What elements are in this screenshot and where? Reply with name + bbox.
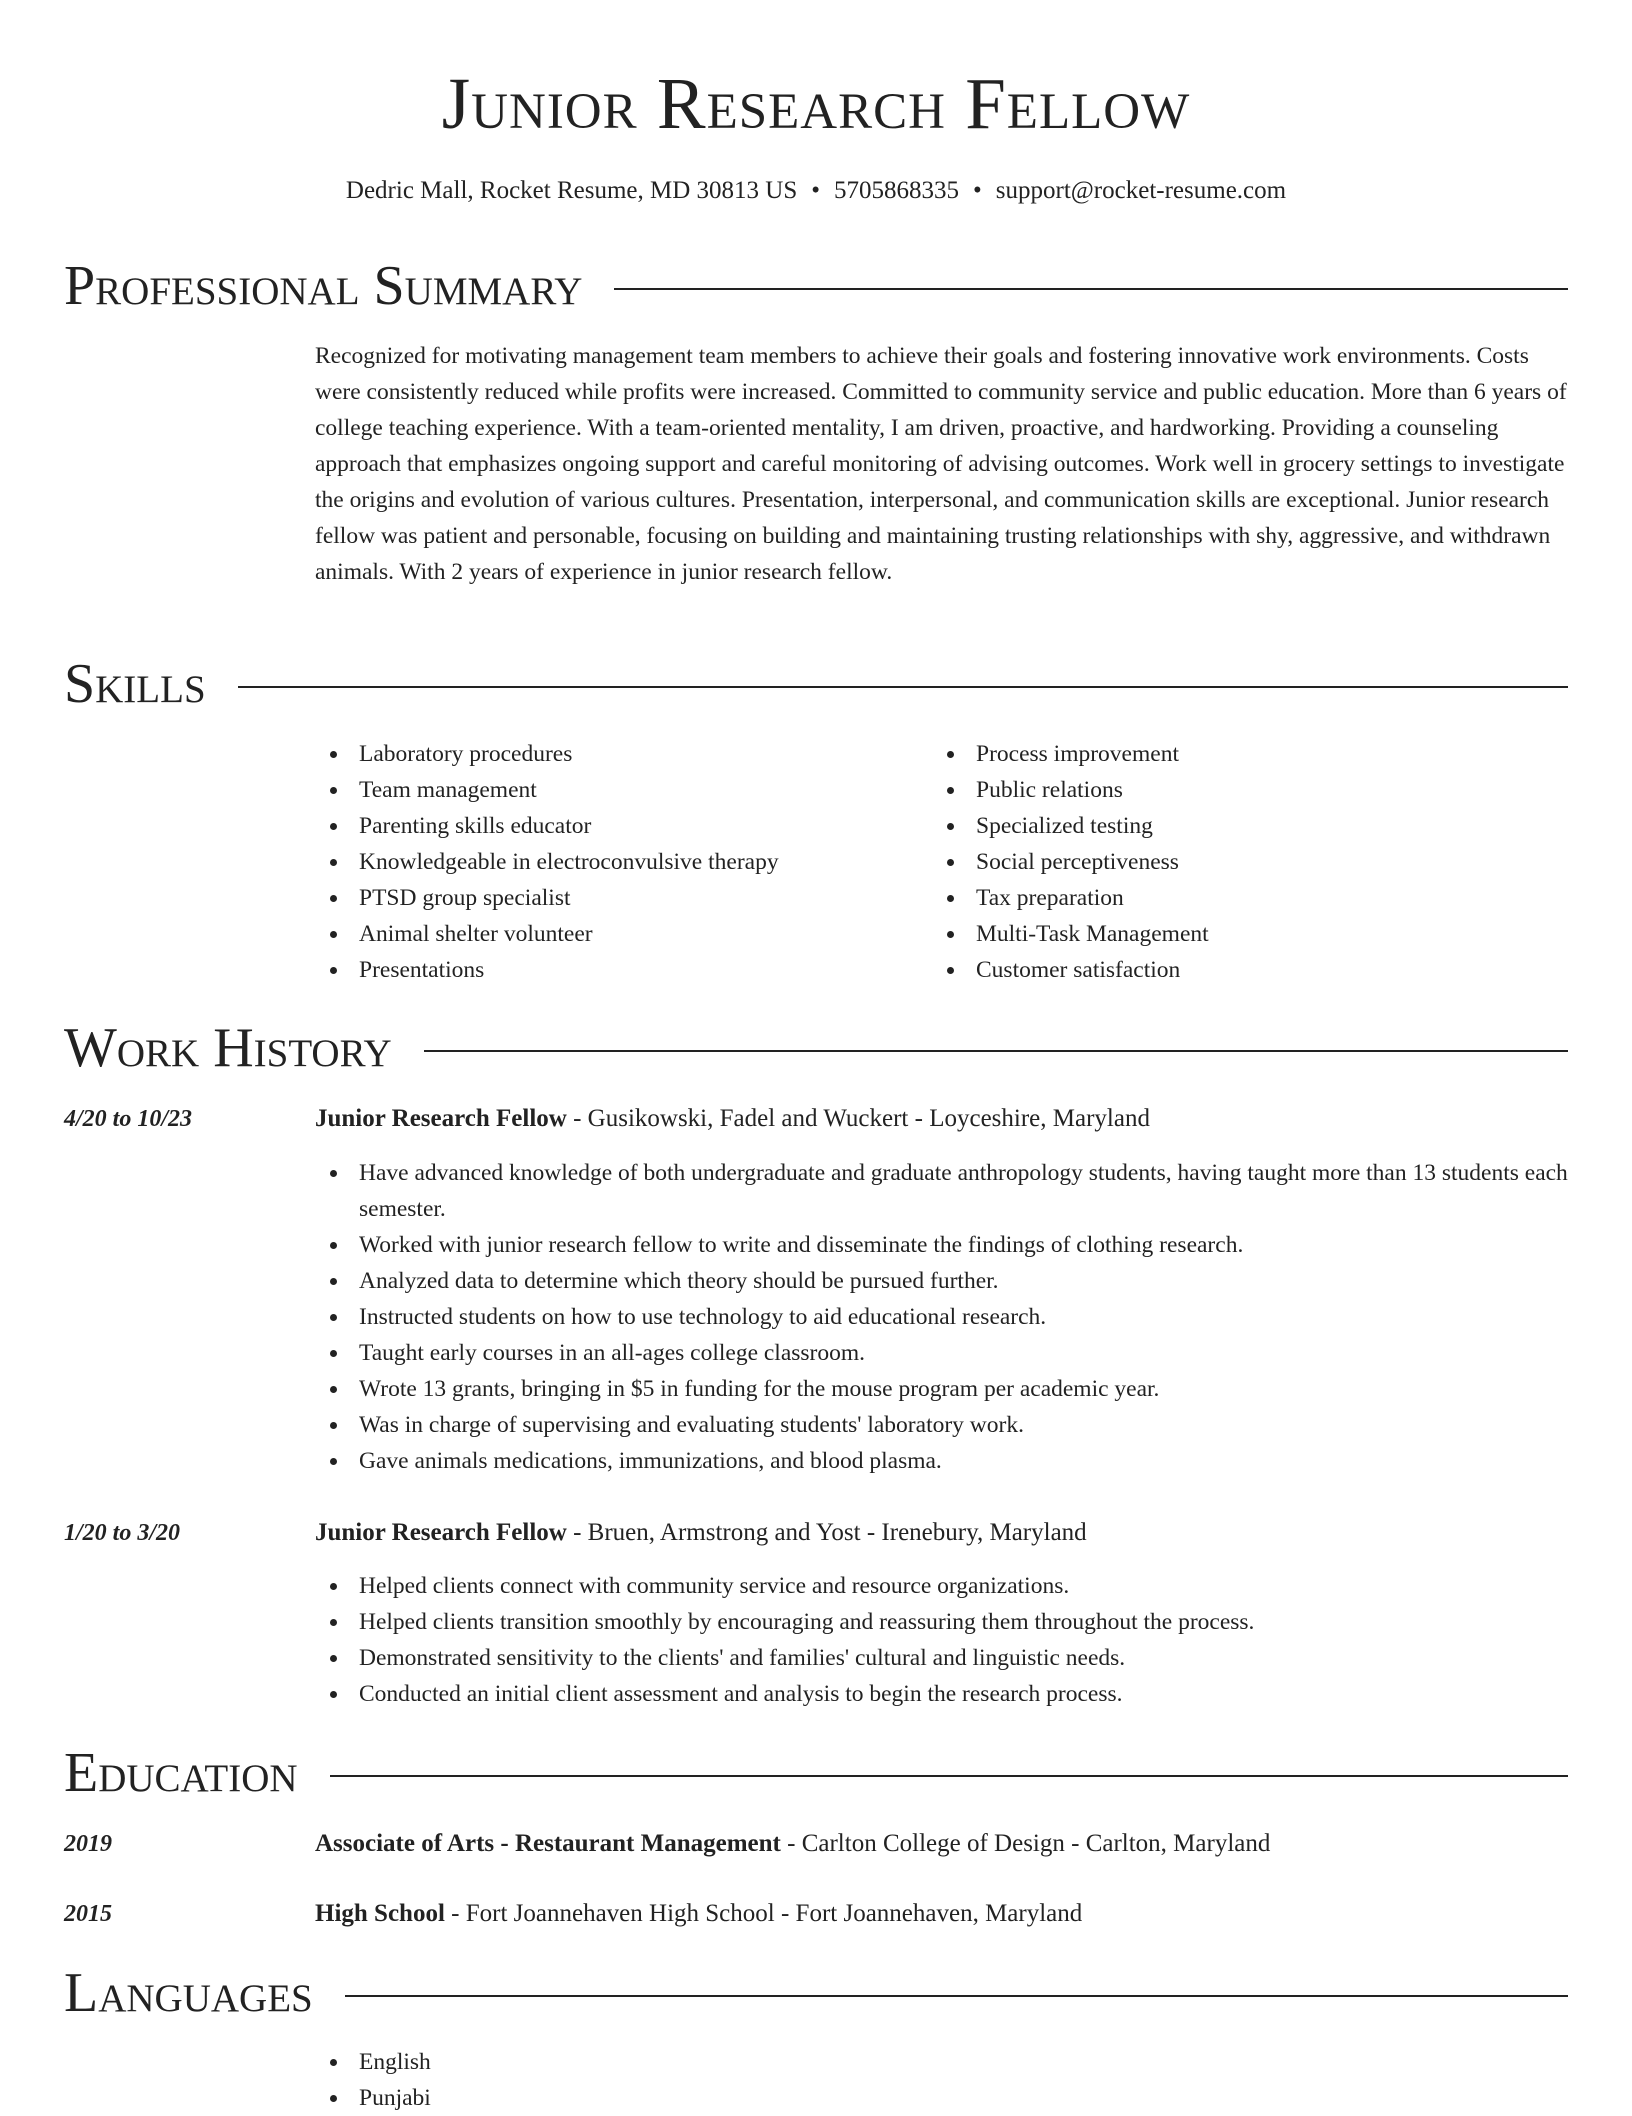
education-entry [315, 1826, 1570, 1862]
education-year: 2015 [64, 1901, 112, 1927]
job-bullet: Helped clients connect with community service and resource organizations. [315, 1568, 1570, 1604]
job-bullet: Have advanced knowledge of both undergraduate and graduate anthropology students, having taught more than 13 students each semester. [315, 1155, 1570, 1227]
skill-item: Team management [315, 772, 915, 808]
skill-item: Animal shelter volunteer [315, 916, 915, 952]
job-heading [315, 1515, 1570, 1551]
job-bullet: Conducted an initial client assessment and analysis to begin the research process. [315, 1676, 1570, 1712]
section-title: Professional Summary [64, 255, 583, 317]
language-item: English [315, 2044, 1570, 2080]
skill-item: Public relations [932, 772, 1532, 808]
job-dates: 1/20 to 3/20 [64, 1520, 181, 1546]
section-title: Work History [64, 1017, 392, 1079]
education-year: 2019 [64, 1831, 112, 1857]
skill-item: Laboratory procedures [315, 736, 915, 772]
skill-item: Process improvement [932, 736, 1532, 772]
skill-item: Specialized testing [932, 808, 1532, 844]
section-skills-heading [64, 652, 1568, 716]
contact-separator: • [973, 177, 982, 204]
job-dates: 4/20 to 10/23 [64, 1106, 193, 1132]
section-divider [345, 1995, 1568, 1997]
section-title: Languages [64, 1962, 313, 2024]
skill-item: Multi-Task Management [932, 916, 1532, 952]
contact-separator: • [811, 177, 821, 204]
section-education-heading [64, 1741, 1568, 1805]
job-bullet: Was in charge of supervising and evaluating students' laboratory work. [315, 1407, 1570, 1443]
skills-list-left [315, 736, 915, 988]
contact-phone: 5705868335 [834, 177, 960, 204]
job-bullets [315, 1155, 1570, 1479]
skill-item: Customer satisfaction [932, 952, 1532, 988]
language-item: Punjabi [315, 2080, 1570, 2116]
skill-item: Social perceptiveness [932, 844, 1532, 880]
job-bullets [315, 1568, 1570, 1712]
education-details: - Fort Joannehaven High School - Fort Joannehaven, Maryland [444, 1900, 1083, 1927]
skill-item: Tax preparation [932, 880, 1532, 916]
contact-address: Dedric Mall, Rocket Resume, MD 30813 US [345, 177, 798, 204]
section-divider [424, 1050, 1568, 1052]
section-divider [614, 288, 1568, 290]
section-title: Education [64, 1742, 298, 1804]
job-bullet: Wrote 13 grants, bringing in $5 in funding for the mouse program per academic year. [315, 1371, 1570, 1407]
job-details: - Bruen, Armstrong and Yost - Irenebury, Maryland [566, 1519, 1087, 1546]
job-role: Junior Research Fellow [315, 1519, 567, 1546]
skill-item: PTSD group specialist [315, 880, 915, 916]
job-bullet: Instructed students on how to use technology to aid educational research. [315, 1299, 1570, 1335]
job-role: Junior Research Fellow [315, 1105, 567, 1132]
summary-text: Recognized for motivating management team members to achieve their goals and fostering innovative work environments. Costs were consistently reduced while profits were increased. Committed to community service and public education. More than 6 years of college teaching experience. With a team-oriented mentality, I am driven, proactive, and hardworking. Providing a counseling approach that emphasizes ongoing support and careful monitoring of advising outcomes. Work well in grocery settings to investigate the origins and evolution of various cultures. Presentation, interpersonal, and communication skills are exceptional. Junior research fellow was patient and personable, focusing on building and maintaining trusting relationships with shy, aggressive, and withdrawn animals. With 2 years of experience in junior research fellow. [315, 343, 1567, 585]
job-details: - Gusikowski, Fadel and Wuckert - Loyceshire, Maryland [566, 1105, 1150, 1132]
education-entry [315, 1896, 1570, 1932]
job-bullet: Gave animals medications, immunizations, and blood plasma. [315, 1443, 1570, 1479]
contact-line [0, 174, 1632, 208]
section-divider [238, 686, 1568, 688]
contact-email: support@rocket-resume.com [995, 177, 1287, 204]
job-bullet: Helped clients transition smoothly by encouraging and reassuring them throughout the process. [315, 1604, 1570, 1640]
resume-name: Junior Research Fellow [441, 63, 1191, 144]
section-work-heading [64, 1016, 1568, 1080]
job-bullet: Analyzed data to determine which theory should be pursued further. [315, 1263, 1570, 1299]
job-heading [315, 1101, 1570, 1137]
skill-item: Parenting skills educator [315, 808, 915, 844]
section-title: Skills [64, 653, 206, 715]
languages-list [315, 2044, 1570, 2116]
skills-list-right [932, 736, 1532, 988]
section-languages-heading [64, 1961, 1568, 2025]
skill-item: Presentations [315, 952, 915, 988]
job-bullet: Taught early courses in an all-ages college classroom. [315, 1335, 1570, 1371]
section-summary-heading [64, 254, 1568, 318]
education-degree: Associate of Arts - Restaurant Management [315, 1830, 781, 1857]
education-degree: High School [315, 1900, 445, 1927]
skill-item: Knowledgeable in electroconvulsive therapy [315, 844, 915, 880]
job-bullet: Worked with junior research fellow to write and disseminate the findings of clothing research. [315, 1227, 1570, 1263]
job-bullet: Demonstrated sensitivity to the clients' and families' cultural and linguistic needs. [315, 1640, 1570, 1676]
education-details: - Carlton College of Design - Carlton, Maryland [780, 1830, 1271, 1857]
section-divider [330, 1775, 1568, 1777]
